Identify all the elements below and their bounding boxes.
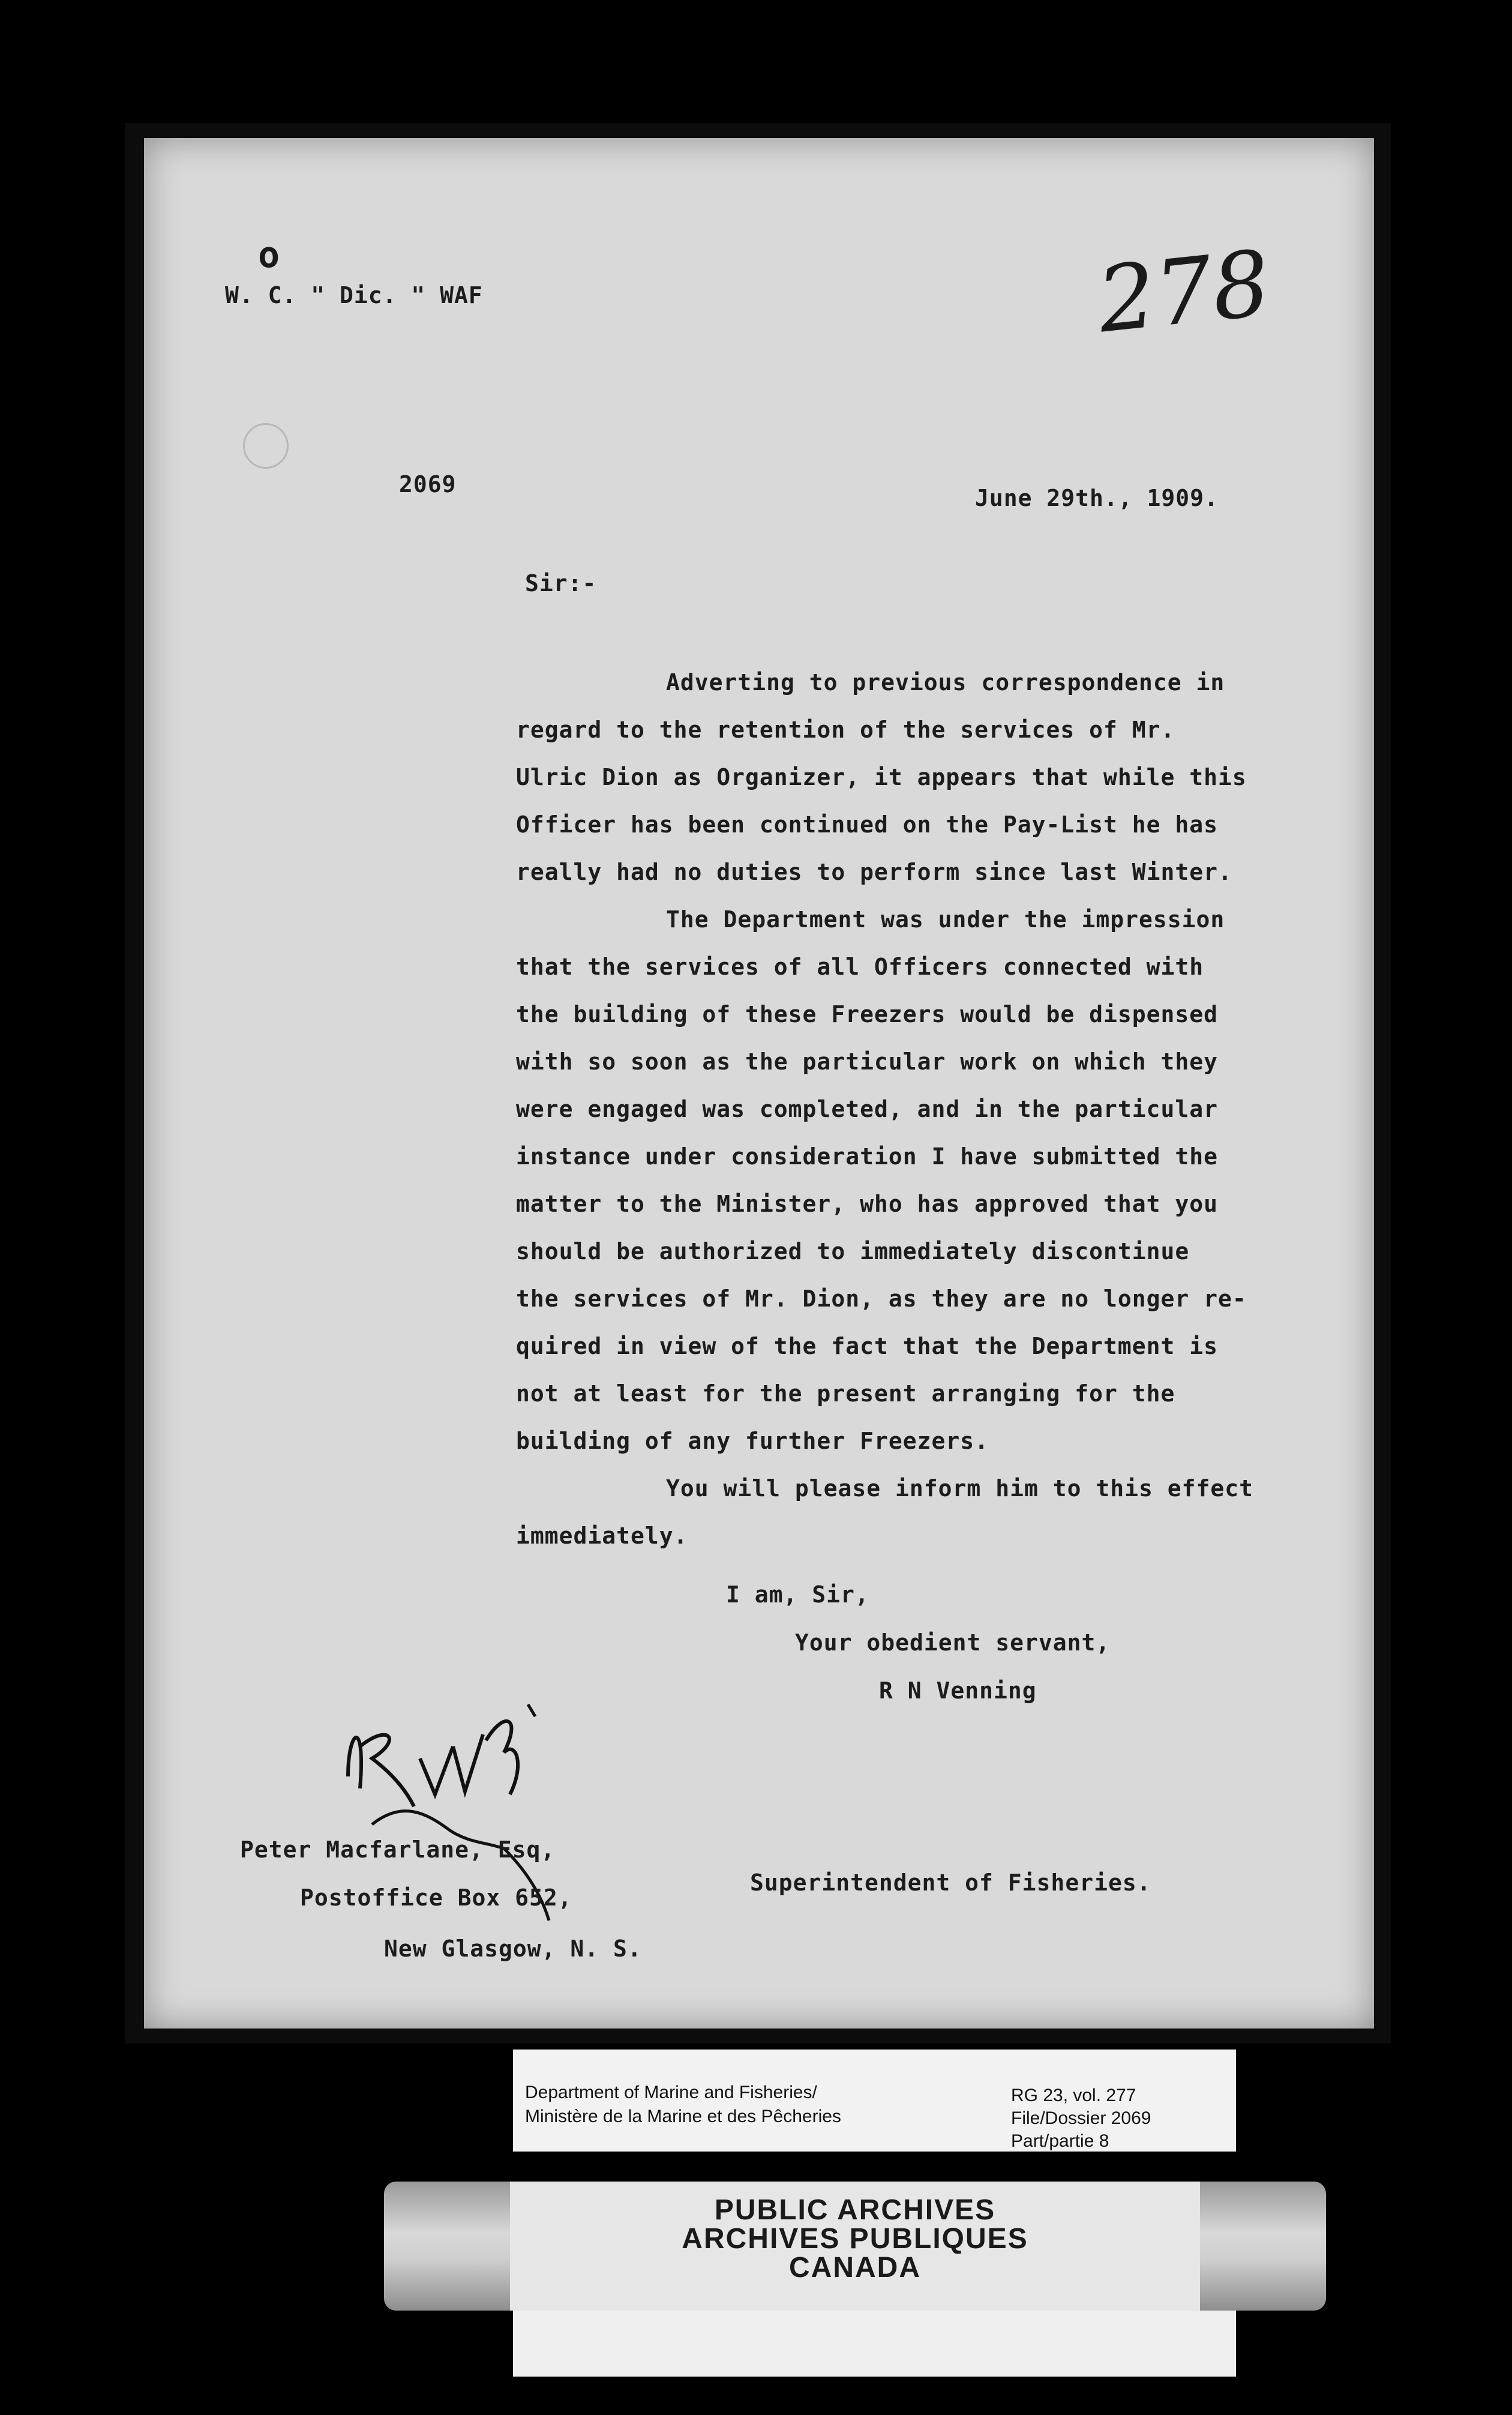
label-bottom-strip — [513, 2311, 1236, 2377]
stamp-line-2: ARCHIVES PUBLIQUES — [682, 2223, 1028, 2255]
body-line: instance under consideration I have submitted the — [516, 1143, 1219, 1170]
body-line: quired in view of the fact that the Department is — [516, 1333, 1219, 1359]
body-line: Officer has been continued on the Pay-List he has — [516, 811, 1219, 838]
addressee-box: Postoffice Box 652, — [300, 1884, 572, 1911]
punch-hole — [243, 423, 289, 469]
signer-name: R N Venning — [879, 1677, 1037, 1704]
archive-reference-label — [513, 2050, 1236, 2152]
body-line: Adverting to previous correspondence in — [666, 669, 1225, 696]
body-line: not at least for the present arranging for the — [516, 1380, 1175, 1407]
folio-number: 278 — [1093, 231, 1275, 353]
body-line: Ulric Dion as Organizer, it appears that while this — [516, 764, 1247, 790]
closing-servant: Your obedient servant, — [795, 1629, 1111, 1656]
body-line: building of any further Freezers. — [516, 1428, 989, 1454]
department-french: Ministère de la Marine et des Pêcheries — [525, 2107, 841, 2126]
body-line: The Department was under the impression — [666, 906, 1225, 933]
closing: I am, Sir, — [726, 1581, 869, 1608]
letter-body — [516, 669, 1272, 1570]
body-line: the services of Mr. Dion, as they are no longer re- — [516, 1286, 1247, 1312]
addressee-city: New Glasgow, N. S. — [384, 1935, 642, 1962]
stamp-line-3: CANADA — [789, 2252, 921, 2284]
part-partie: Part/partie 8 — [1011, 2131, 1109, 2151]
signer-title: Superintendent of Fisheries. — [750, 1869, 1151, 1896]
body-line: You will please inform him to this effect — [666, 1475, 1253, 1502]
salutation: Sir:- — [525, 570, 597, 597]
corner-mark: o — [258, 234, 280, 276]
body-line: that the services of all Officers connected with — [516, 954, 1204, 980]
body-line: immediately. — [516, 1523, 688, 1549]
body-line: with so soon as the particular work on which they — [516, 1048, 1219, 1075]
body-line: the building of these Freezers would be dispensed — [516, 1001, 1219, 1027]
stamp-text-panel — [510, 2182, 1200, 2311]
file-number: 2069 — [399, 471, 457, 498]
body-line: were engaged was completed, and in the particular — [516, 1096, 1219, 1122]
record-group: RG 23, vol. 277 — [1011, 2086, 1136, 2105]
body-line: matter to the Minister, who has approved that you — [516, 1191, 1219, 1217]
body-line: should be authorized to immediately discontinue — [516, 1238, 1190, 1265]
body-line: regard to the retention of the services of Mr. — [516, 717, 1175, 743]
letter-date: June 29th., 1909. — [975, 485, 1219, 511]
file-dossier: File/Dossier 2069 — [1011, 2108, 1151, 2128]
stamp-line-1: PUBLIC ARCHIVES — [714, 2194, 996, 2226]
archives-stamp — [384, 2182, 1326, 2311]
body-line: really had no duties to perform since last Winter. — [516, 859, 1232, 885]
department-english: Department of Marine and Fisheries/ — [525, 2083, 817, 2102]
addressee-name: Peter Macfarlane, Esq, — [240, 1836, 556, 1863]
reference-code: W. C. " Dic. " WAF — [225, 282, 483, 308]
